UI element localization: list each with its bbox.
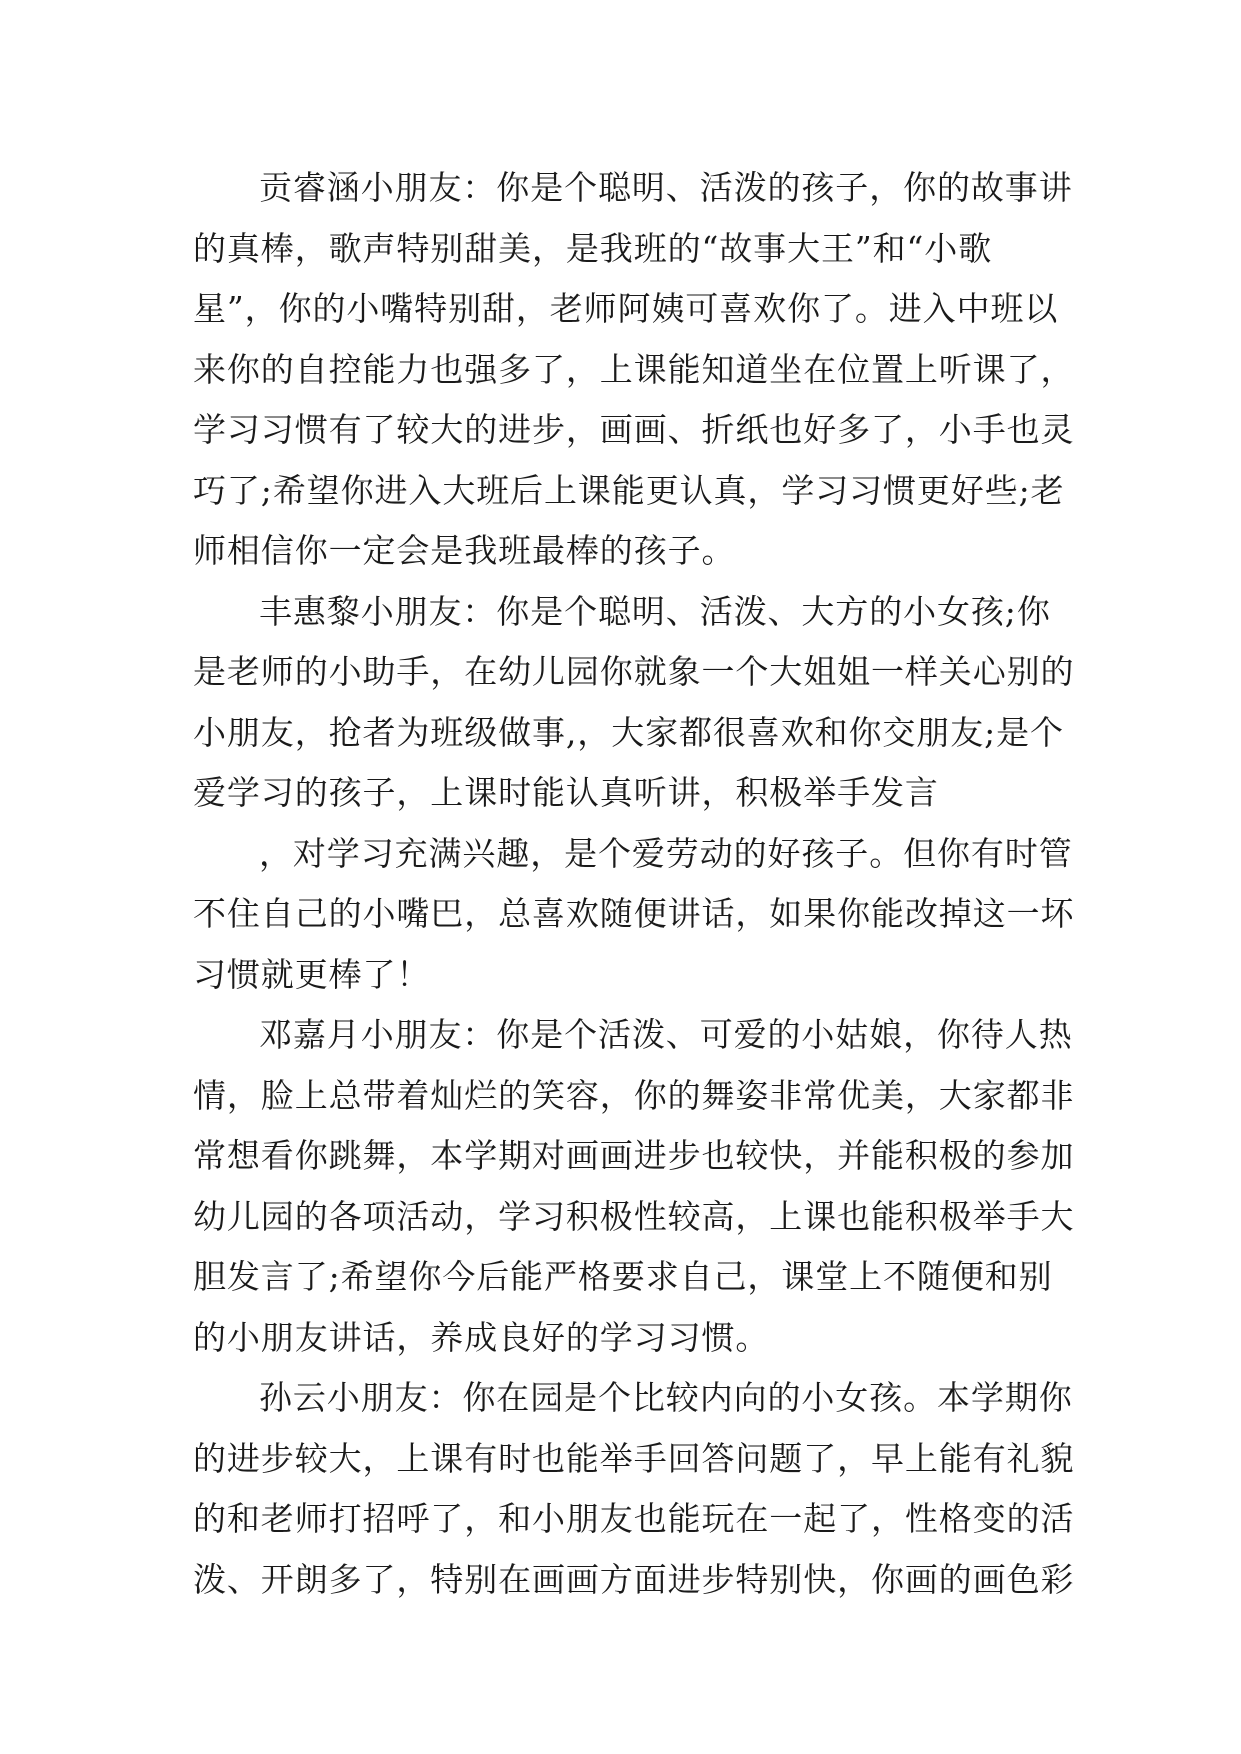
text-line: 的真棒，歌声特别甜美，是我班的“故事大王”和“小歌 <box>193 228 993 268</box>
text-line: 星”，你的小嘴特别甜，老师阿姨可喜欢你了。进入中班以 <box>193 289 1059 328</box>
text-line: 习惯就更棒了！ <box>193 954 431 994</box>
text-line: 孙云小朋友：你在园是个比较内向的小女孩。本学期你 <box>259 1378 1073 1417</box>
text-line: 不住自己的小嘴巴，总喜欢随便讲话，如果你能改掉这一坏 <box>193 894 1075 933</box>
text-line: 来你的自控能力也强多了，上课能知道坐在位置上听课了， <box>193 349 1075 389</box>
text-line: 贡睿涵小朋友：你是个聪明、活泼的孩子，你的故事讲 <box>259 168 1073 207</box>
text-line: 巧了;希望你进入大班后上课能更认真，学习习惯更好些;老 <box>193 470 1065 510</box>
text-line: 是老师的小助手，在幼儿园你就象一个大姐姐一样关心别的 <box>193 652 1075 691</box>
text-line: 小朋友，抢者为班级做事,，大家都很喜欢和你交朋友;是个 <box>193 712 1064 752</box>
text-line: 师相信你一定会是我班最棒的孩子。 <box>193 531 736 570</box>
text-line: 爱学习的孩子，上课时能认真听讲，积极举手发言 <box>193 773 939 812</box>
text-line: 胆发言了;希望你今后能严格要求自己，课堂上不随便和别 <box>193 1257 1053 1296</box>
text-line: 泼、开朗多了，特别在画画方面进步特别快，你画的画色彩 <box>193 1559 1075 1599</box>
text-line: 的和老师打招呼了，和小朋友也能玩在一起了，性格变的活 <box>193 1499 1075 1538</box>
document-body <box>193 158 1073 1610</box>
text-line: 的小朋友讲话，养成良好的学习习惯。 <box>193 1317 770 1357</box>
text-line: 常想看你跳舞，本学期对画画进步也较快，并能积极的参加 <box>193 1136 1075 1175</box>
text-line: 学习习惯有了较大的进步，画画、折纸也好多了，小手也灵 <box>193 410 1075 449</box>
text-line: 情，脸上总带着灿烂的笑容，你的舞姿非常优美，大家都非 <box>193 1075 1075 1115</box>
text-line: 丰惠黎小朋友：你是个聪明、活泼、大方的小女孩;你 <box>259 591 1051 631</box>
text-line: 幼儿园的各项活动，学习积极性较高，上课也能积极举手大 <box>193 1196 1075 1236</box>
text-line: ，对学习充满兴趣，是个爱劳动的好孩子。但你有时管 <box>259 833 1073 873</box>
text-line: 邓嘉月小朋友：你是个活泼、可爱的小姑娘，你待人热 <box>259 1015 1073 1054</box>
text-line: 的进步较大，上课有时也能举手回答问题了，早上能有礼貌 <box>193 1438 1075 1478</box>
